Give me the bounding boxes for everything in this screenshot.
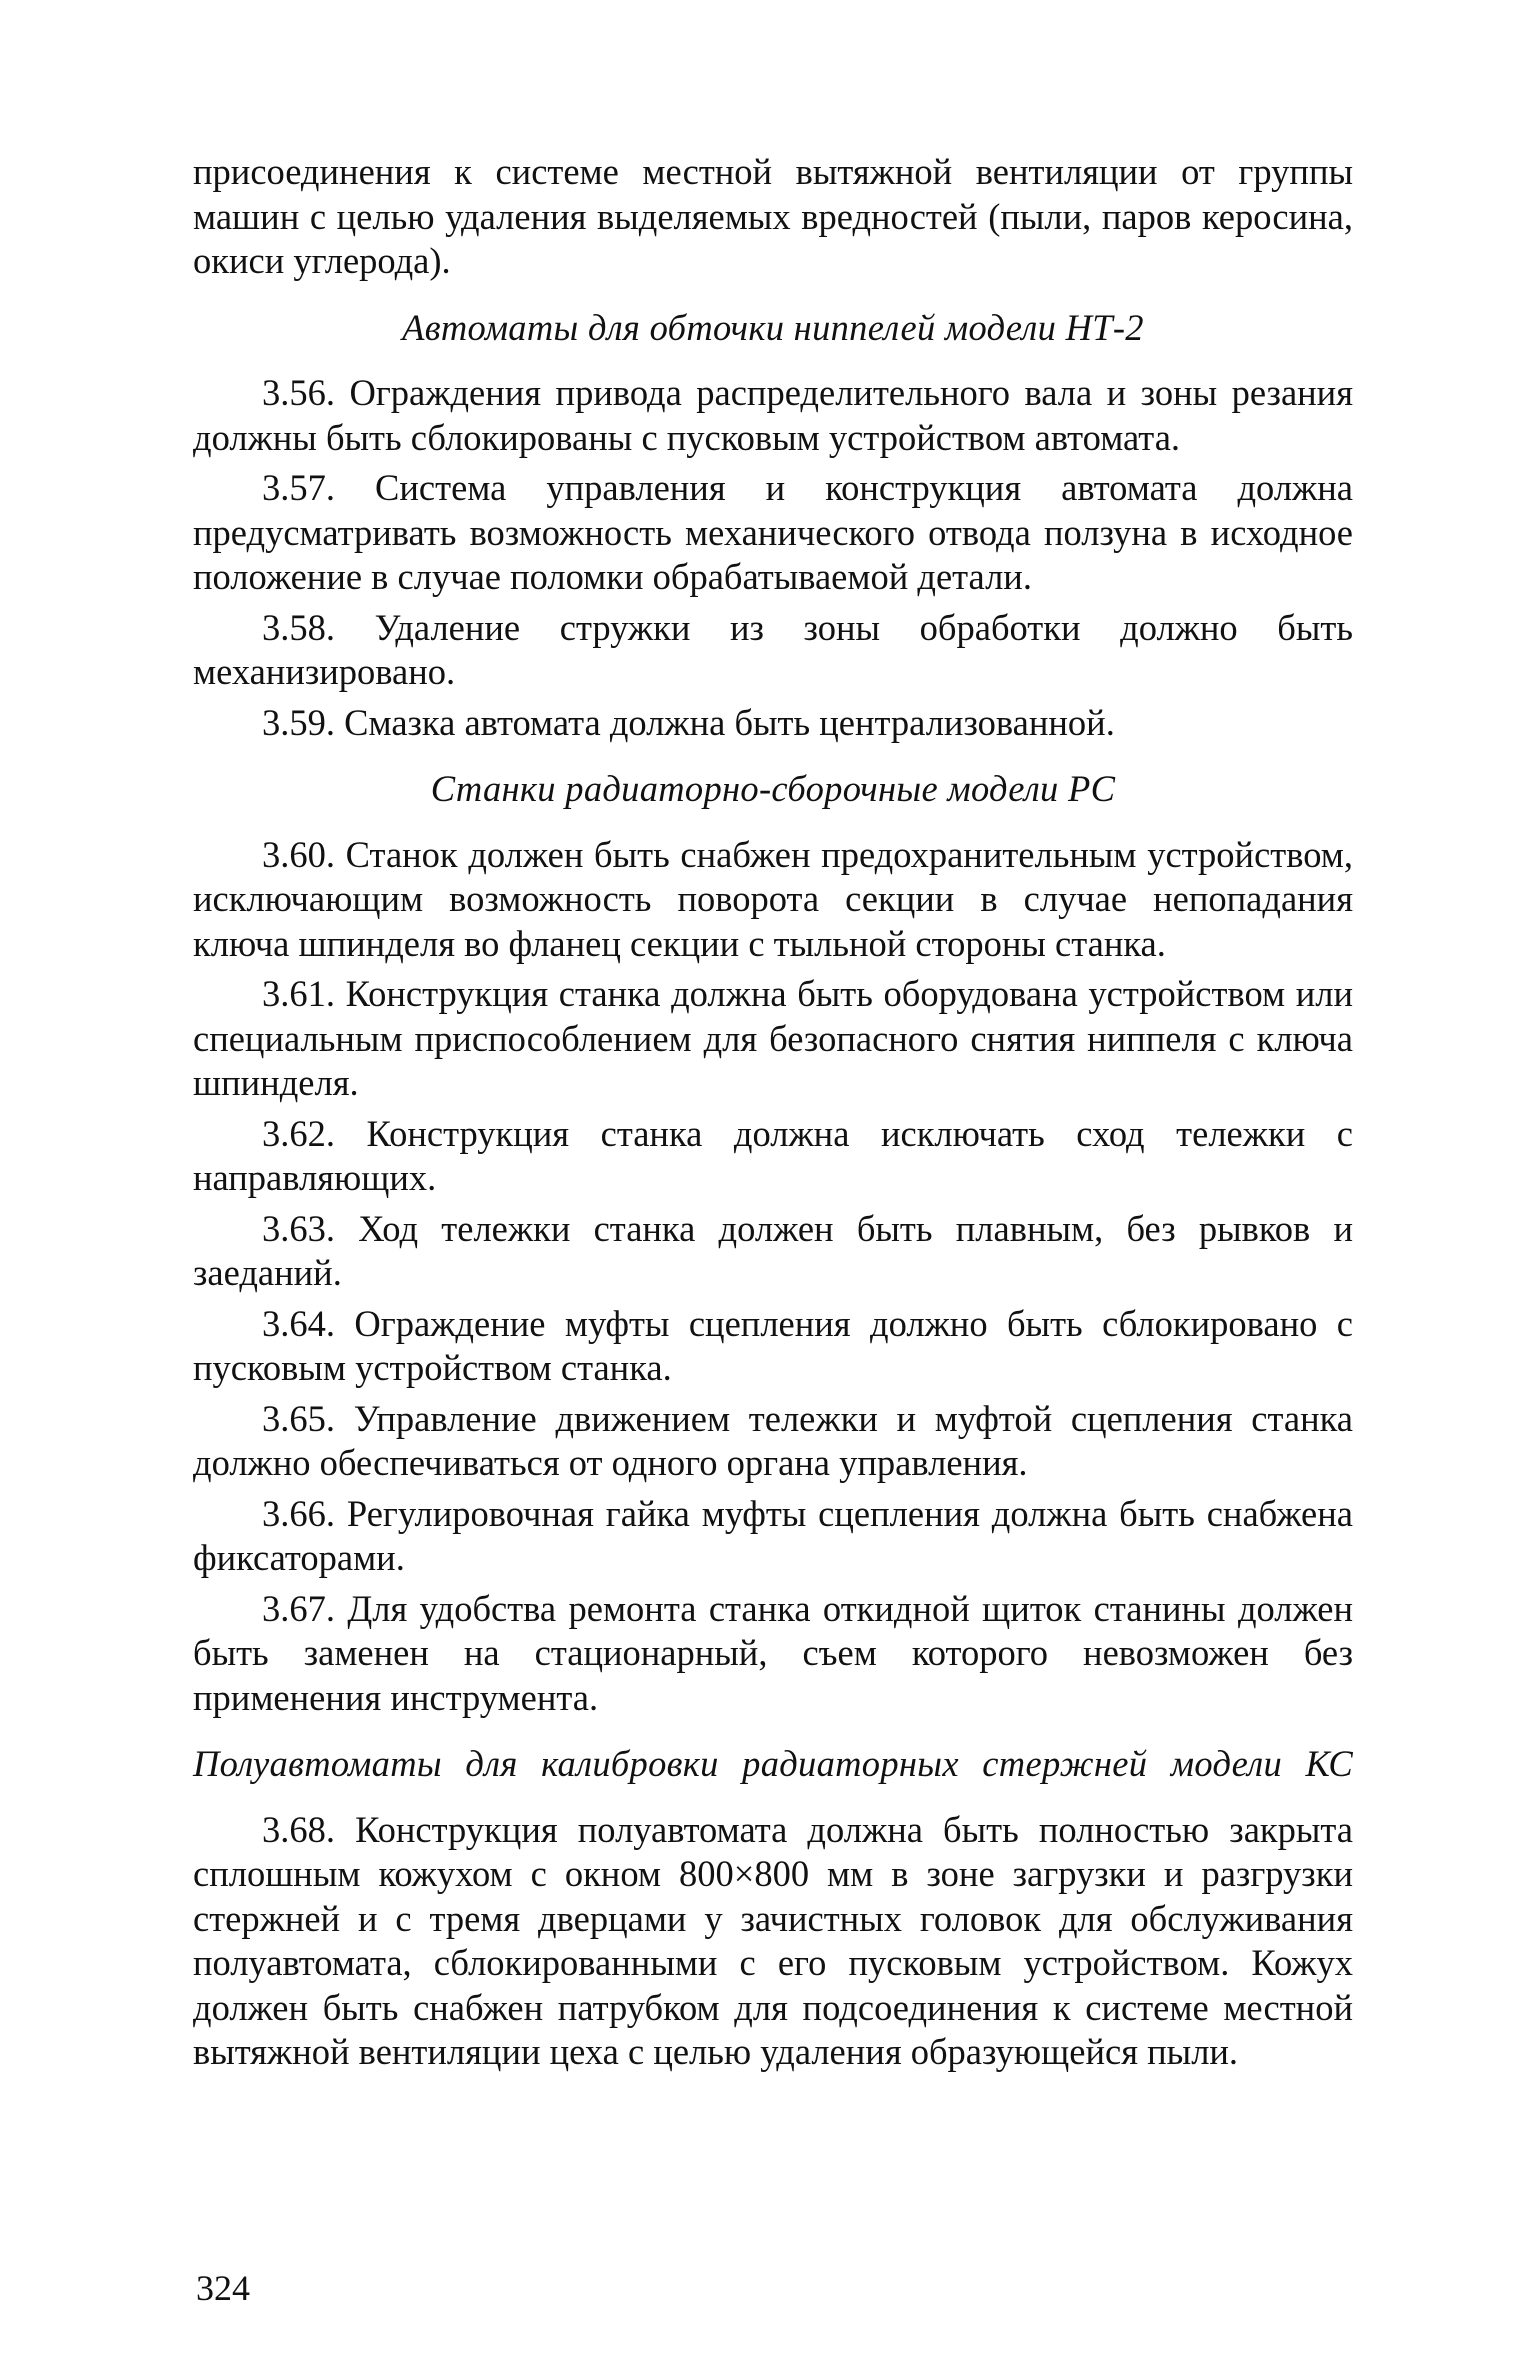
paragraph-3-60: 3.60. Станок должен быть снабжен предохранительным устройством, исключающим возможность поворота секции в случае непопадания ключа шпинделя во фланец секции с тыльной стороны станка. (193, 833, 1353, 964)
paragraph-3-59: 3.59. Смазка автомата должна быть централизованной. (262, 701, 1115, 743)
paragraph-3-68: 3.68. Конструкция полуавтомата должна быть полностью закрыта сплошным кожухом с окном 800×800 мм в зоне загрузки и разгрузки стержней и с тремя дверцами у зачистных головок для обслуживания полуавтомата, сблокированными с его пусковым устройством. Кожух должен быть снабжен патрубком для подсоединения к системе местной вытяжной вентиляции цеха с целью удаления образующейся пыли. (193, 1808, 1353, 2072)
paragraph-3-61: 3.61. Конструкция станка должна быть оборудована устройством или специальным приспособлением для безопасного снятия ниппеля с ключа шпинделя. (193, 973, 1353, 1103)
paragraph-3-65: 3.65. Управление движением тележки и муфтой сцепления станка должно обеспечиваться от одного органа управления. (193, 1397, 1353, 1483)
text-column (193, 150, 1353, 2075)
page-number: 324 (196, 2268, 250, 2308)
paragraph-3-56: 3.56. Ограждения привода распределительного вала и зоны резания должны быть сблокированы с пусковым устройством автомата. (193, 372, 1353, 458)
paragraph-3-64: 3.64. Ограждение муфты сцепления должно быть сблокировано с пусковым устройством станка. (193, 1302, 1353, 1388)
paragraph-continued: присоединения к системе местной вытяжной вентиляции от группы машин с целью удаления выделяемых вредностей (пыли, паров керосина, окиси углерода). (193, 151, 1353, 281)
section-heading-nt2: Автоматы для обточки ниппелей модели НТ-2 (402, 306, 1144, 348)
paragraph-3-58: 3.58. Удаление стружки из зоны обработки должно быть механизировано. (193, 606, 1353, 692)
paragraph-3-62: 3.62. Конструкция станка должна исключать сход тележки с направляющих. (193, 1112, 1353, 1198)
paragraph-3-66: 3.66. Регулировочная гайка муфты сцепления должна быть снабжена фиксаторами. (193, 1492, 1353, 1578)
paragraph-3-67: 3.67. Для удобства ремонта станка откидной щиток станины должен быть заменен на стационарный, съем которого невозможен без применения инструмента. (193, 1587, 1353, 1718)
section-heading-rs: Станки радиаторно-сборочные модели PC (430, 768, 1116, 809)
paragraph-3-57: 3.57. Система управления и конструкция автомата должна предусматривать возможность механического отвода ползуна в исходное положение в случае поломки обрабатываемой детали. (193, 467, 1353, 597)
section-heading-ks: Полуавтоматы для калибровки радиаторных стержней модели КС (193, 1743, 1353, 1784)
paragraph-3-63: 3.63. Ход тележки станка должен быть плавным, без рывков и заеданий. (193, 1207, 1353, 1293)
